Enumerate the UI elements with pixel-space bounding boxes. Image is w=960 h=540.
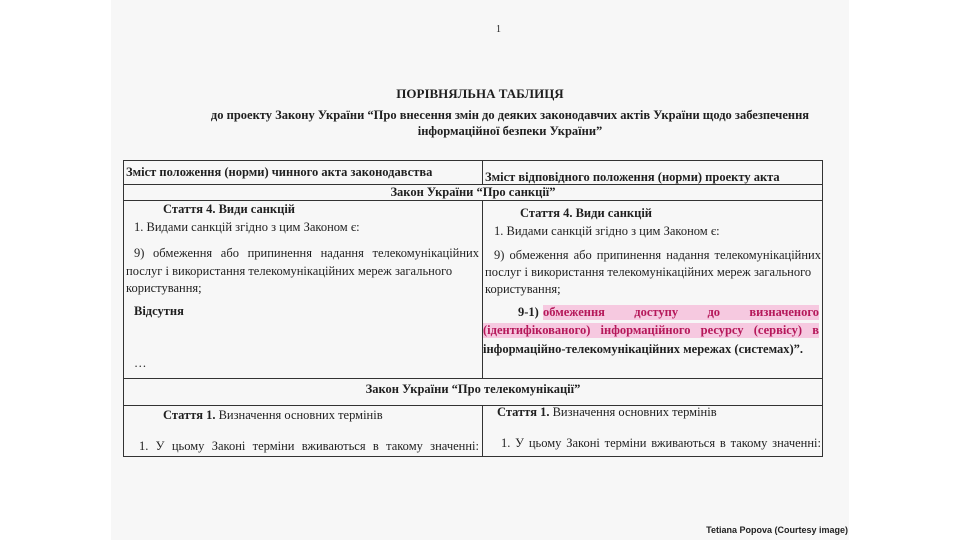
left-article-1-rest: Визначення основних термінів <box>218 408 383 422</box>
right-article-1-p1: 1. У цьому Законі терміни вживаються в такому значенні: <box>501 436 821 450</box>
left-p9-line1: 9) обмеження або припинення надання телекомунікаційних <box>134 246 479 260</box>
right-p91-line2-highlight: (ідентифікованого) інформаційного ресурсу (сервісу) в <box>483 323 819 337</box>
left-article-1-title <box>163 408 383 423</box>
right-p91-number: 9-1) <box>518 305 539 319</box>
subtitle-line-2: інформаційної безпеки України” <box>417 124 603 138</box>
left-absent-label: Відсутня <box>134 304 184 318</box>
right-article-4-title: Стаття 4. Види санкцій <box>520 206 653 220</box>
right-p9-line3: користування; <box>485 282 561 296</box>
right-article-1-number: Стаття 1. <box>497 405 550 419</box>
page-number: 1 <box>496 24 501 35</box>
right-article-1-title <box>497 405 717 420</box>
right-p9-line2: послуг і використання телекомунікаційних мереж загального <box>485 265 812 279</box>
left-ellipsis: … <box>134 356 147 370</box>
right-article-4-p1: 1. Видами санкцій згідно з цим Законом є: <box>494 224 720 238</box>
left-article-1-p1: 1. У цьому Законі терміни вживаються в такому значенні: <box>139 439 479 453</box>
right-article-1-rest: Визначення основних термінів <box>552 405 717 419</box>
left-article-4-p1: 1. Видами санкцій згідно з цим Законом є: <box>134 220 360 234</box>
left-article-4-title: Стаття 4. Види санкцій <box>163 202 296 216</box>
left-article-1-number: Стаття 1. <box>163 408 216 422</box>
right-p9-line1: 9) обмеження або припинення надання телекомунікаційних <box>494 248 821 262</box>
left-p9-line3: користування; <box>126 281 202 295</box>
law-title-sanctions: Закон України “Про санкції” <box>390 185 556 199</box>
left-p9-line2: послуг і використання телекомунікаційних мереж загального <box>126 264 453 278</box>
column-header-current: Зміст положення (норми) чинного акта законодавства <box>126 165 433 179</box>
subtitle-line-1: до проекту Закону України “Про внесення змін до деяких законодавчих актів України щодо забезпечення <box>210 108 810 122</box>
right-p91-line3: інформаційно-телекомунікаційних мережах (системах)”. <box>483 342 804 356</box>
photo-credit: Tetiana Popova (Courtesy image) <box>706 525 848 535</box>
right-p91-line1-highlight: обмеження доступу до визначеного <box>543 305 819 319</box>
document-title: ПОРІВНЯЛЬНА ТАБЛИЦЯ <box>396 86 564 101</box>
law-title-telecom: Закон України “Про телекомунікації” <box>365 382 581 396</box>
document-subtitle <box>190 107 830 139</box>
column-header-proposed: Зміст відповідного положення (норми) проекту акта <box>485 170 780 184</box>
